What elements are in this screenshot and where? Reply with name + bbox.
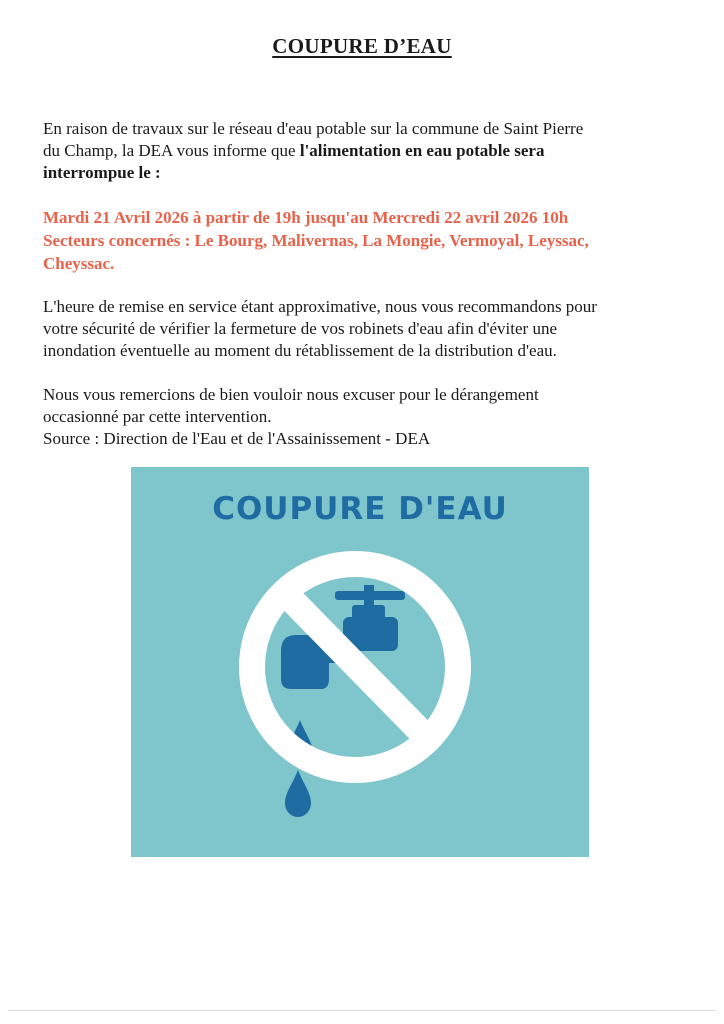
no-water-faucet-icon: [131, 467, 589, 857]
outage-alert: [43, 206, 683, 275]
closing-paragraph: [43, 384, 683, 450]
water-cut-illustration: [131, 467, 589, 857]
advice-paragraph: [43, 296, 683, 362]
alert-line-3: Cheyssac.: [43, 254, 115, 273]
intro-line-2-plain: du Champ, la DEA vous informe que: [43, 141, 300, 160]
intro-line-1: En raison de travaux sur le réseau d'eau potable sur la commune de Saint Pierre: [43, 119, 584, 138]
advice-line-3: inondation éventuelle au moment du rétablissement de la distribution d'eau.: [43, 341, 557, 360]
advice-line-2: votre sécurité de vérifier la fermeture de vos robinets d'eau afin d'éviter une: [43, 319, 558, 338]
illustration-title: COUPURE D'EAU: [212, 491, 508, 527]
intro-paragraph: [43, 118, 683, 184]
advice-line-1: L'heure de remise en service étant approximative, nous vous recommandons pour: [43, 297, 597, 316]
water-drop-icon: [285, 770, 311, 817]
intro-line-2-bold: l'alimentation en eau potable sera: [299, 141, 545, 160]
scan-edge-line: [8, 1010, 716, 1011]
alert-line-1: Mardi 21 Avril 2026 à partir de 19h jusqu'au Mercredi 22 avril 2026 10h: [43, 208, 569, 227]
closing-line-2: occasionné par cette intervention.: [43, 407, 272, 426]
intro-line-3: interrompue le :: [43, 163, 161, 182]
alert-line-2: Secteurs concernés : Le Bourg, Malivernas, La Mongie, Vermoyal, Leyssac,: [43, 231, 589, 250]
page-title: COUPURE D’EAU: [272, 34, 452, 58]
intro-line-2: [43, 140, 683, 162]
source-line: Source : Direction de l'Eau et de l'Assainissement - DEA: [43, 429, 431, 448]
closing-line-1: Nous vous remercions de bien vouloir nous excuser pour le dérangement: [43, 385, 539, 404]
